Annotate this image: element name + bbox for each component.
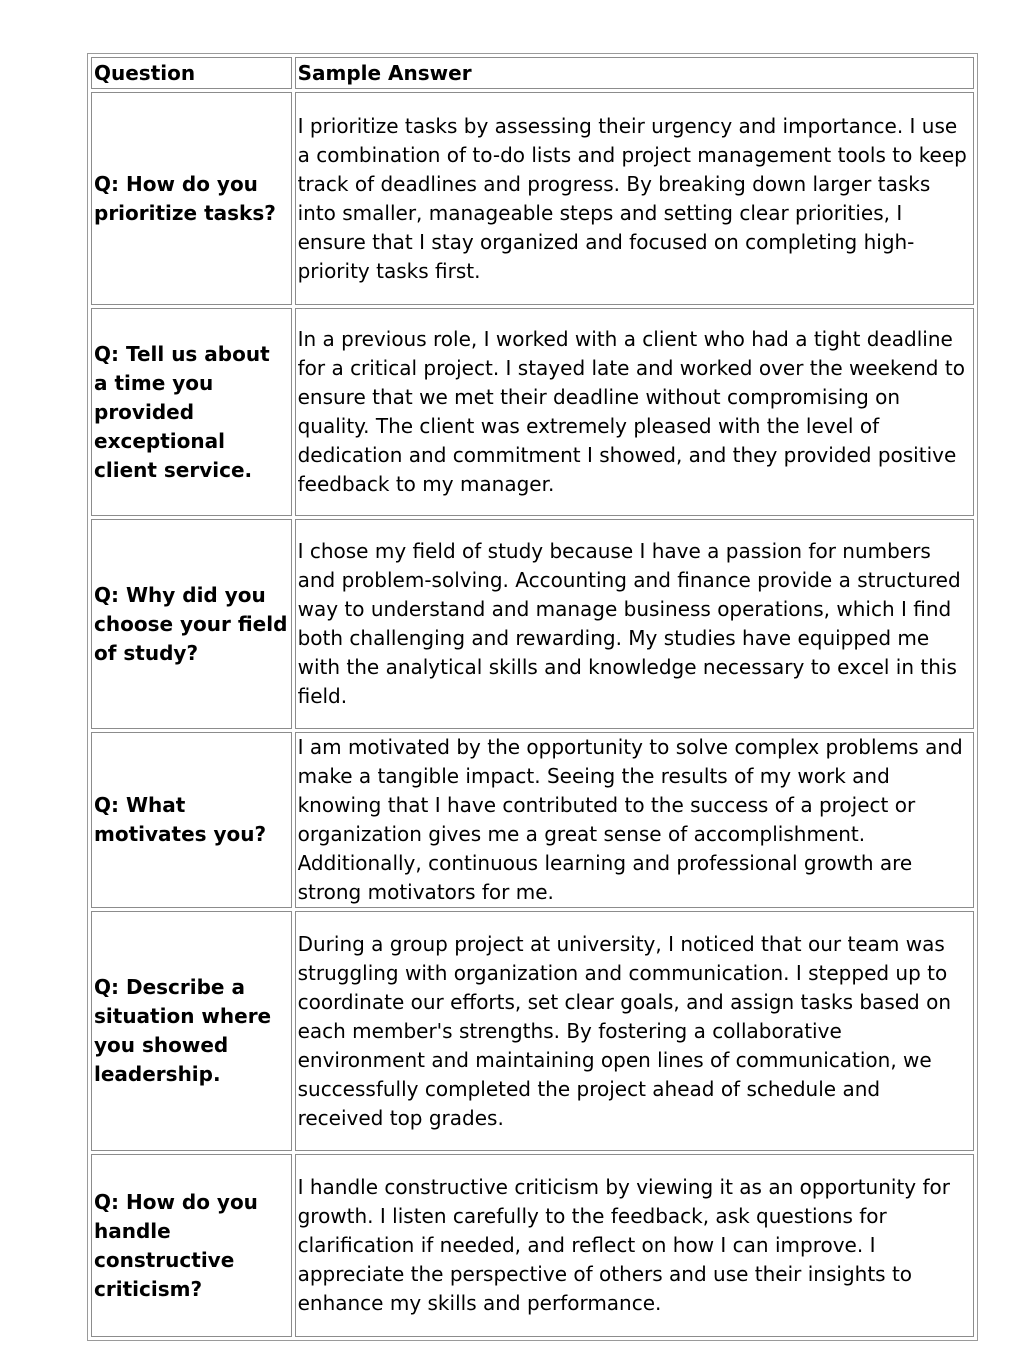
question-cell: Q: How do you prioritize tasks? xyxy=(91,92,292,305)
answer-cell: I handle constructive criticism by viewing it as an opportunity for growth. I listen carefully to the feedback, ask questions for clarification if needed, and reflect on how I can improve. I appreciate the perspective of others and use their insights to enhance my skills and performance. xyxy=(295,1154,974,1337)
table-row xyxy=(91,732,974,908)
question-cell: Q: Tell us about a time you provided exceptional client service. xyxy=(91,308,292,516)
table-row xyxy=(91,519,974,729)
question-cell: Q: Why did you choose your field of study? xyxy=(91,519,292,729)
header-question: Question xyxy=(91,57,292,89)
table-header-row xyxy=(91,57,974,89)
answer-cell: I am motivated by the opportunity to solve complex problems and make a tangible impact. Seeing the results of my work and knowing that I have contributed to the success of a project or organization gives me a great sense of accomplishment. Additionally, continuous learning and professional growth are strong motivators for me. xyxy=(295,732,974,908)
answer-cell: During a group project at university, I noticed that our team was struggling with organization and communication. I stepped up to coordinate our efforts, set clear goals, and assign tasks based on each member's strengths. By fostering a collaborative environment and maintaining open lines of communication, we successfully completed the project ahead of schedule and received top grades. xyxy=(295,911,974,1151)
qa-table xyxy=(87,53,978,1341)
header-sample-answer: Sample Answer xyxy=(295,57,974,89)
question-cell: Q: How do you handle constructive criticism? xyxy=(91,1154,292,1337)
table-row xyxy=(91,92,974,305)
table-row xyxy=(91,308,974,516)
answer-cell: I chose my field of study because I have a passion for numbers and problem-solving. Accounting and finance provide a structured way to understand and manage business operations, which I find both challenging and rewarding. My studies have equipped me with the analytical skills and knowledge necessary to excel in this field. xyxy=(295,519,974,729)
answer-cell: In a previous role, I worked with a client who had a tight deadline for a critical project. I stayed late and worked over the weekend to ensure that we met their deadline without compromising on quality. The client was extremely pleased with the level of dedication and commitment I showed, and they provided positive feedback to my manager. xyxy=(295,308,974,516)
question-cell: Q: What motivates you? xyxy=(91,732,292,908)
table-row xyxy=(91,1154,974,1337)
table-row xyxy=(91,911,974,1151)
question-cell: Q: Describe a situation where you showed leadership. xyxy=(91,911,292,1151)
answer-cell: I prioritize tasks by assessing their urgency and importance. I use a combination of to-do lists and project management tools to keep track of deadlines and progress. By breaking down larger tasks into smaller, manageable steps and setting clear priorities, I ensure that I stay organized and focused on completing high-priority tasks first. xyxy=(295,92,974,305)
